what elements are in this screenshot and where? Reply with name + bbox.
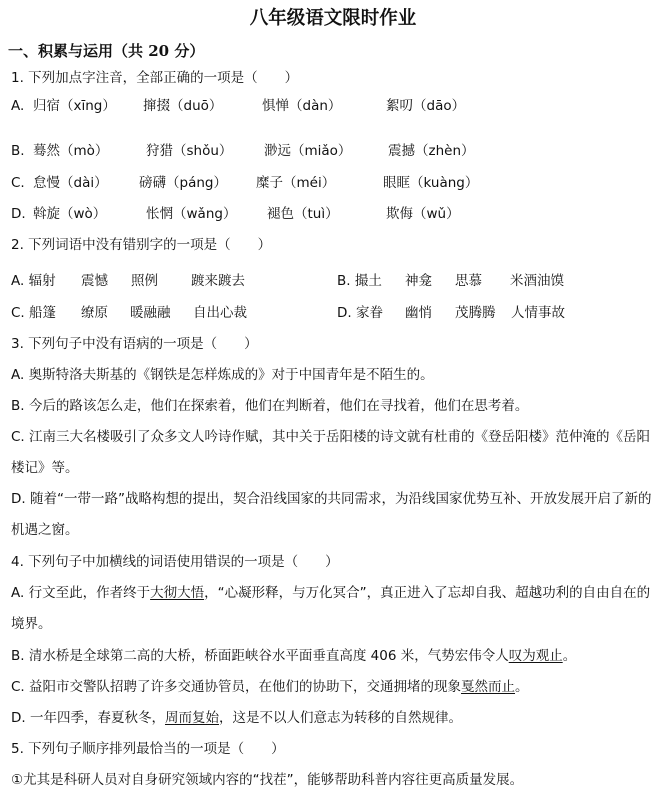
q3-option-d: D. 随着“一带一路”战略构想的提出，契合沿线国家的共同需求，为沿线国家优势互补、开放发展开启了新的机遇之窗。	[11, 491, 652, 538]
q3-option-b: B. 今后的路该怎么走，他们在探索着，他们在判断着，他们在寻找着，他们在思考着。	[11, 398, 529, 414]
q2-word: 神龛	[405, 273, 432, 289]
q2-word: 人情事故	[511, 305, 565, 321]
q2-word: 暖融融	[130, 305, 171, 321]
q4-option-d	[11, 708, 462, 728]
q4-stem: 4. 下列句子中加横线的词语使用错误的一项是（ ）	[11, 554, 339, 570]
q3-stem: 3. 下列句子中没有语病的一项是（ ）	[11, 336, 258, 352]
q1-item: 惧惮（dàn）	[262, 98, 342, 114]
q2-word: 自出心裁	[193, 305, 247, 321]
q2-word: 缭原	[81, 305, 108, 321]
q1-item: 欺侮（wǔ）	[386, 206, 460, 222]
q1-item: 怅惘（wǎng）	[146, 206, 237, 222]
q5-sentence-1: ①尤其是科研人员对自身研究领域内容的“找茬”，能够帮助科普内容往更高质量发展。	[11, 772, 524, 788]
q4-text: C. 益阳市交警队招聘了许多交通协管员，在他们的协助下，交通拥堵的现象	[11, 679, 462, 695]
q4-text: 。	[562, 648, 577, 664]
q3-option-a: A. 奥斯特洛夫斯基的《钢铁是怎样炼成的》对于中国青年是不陌生的。	[11, 367, 434, 383]
q2-word: D. 家眷	[337, 305, 383, 321]
q1-item: 眼眶（kuàng）	[383, 175, 479, 191]
q5-stem: 5. 下列句子顺序排列最恰当的一项是（ ）	[11, 741, 285, 757]
q1-option-label: D.	[11, 206, 26, 222]
q1-stem: 1. 下列加点字注音，全部正确的一项是（ ）	[11, 70, 299, 86]
q2-word: 幽悄	[405, 305, 432, 321]
q2-word: C. 船篷	[11, 305, 57, 321]
q4-text: ，这是不以人们意志为转移的自然规律。	[218, 710, 462, 726]
q1-option-label: C.	[11, 175, 25, 191]
q1-item: 斡旋（wò）	[33, 206, 107, 222]
q2-stem: 2. 下列词语中没有错别字的一项是（ ）	[11, 237, 272, 253]
q4-option-c	[11, 677, 529, 697]
q2-word: A. 辐射	[11, 273, 56, 289]
q1-item: 糜子（méi）	[256, 175, 336, 191]
underlined-term: 戛然而止	[461, 679, 516, 695]
q1-item: 磅礴（páng）	[139, 175, 227, 191]
q2-word: 米酒油馍	[510, 273, 564, 289]
q4-text: 。	[515, 679, 529, 695]
q4-text: B. 清水桥是全球第二高的大桥，桥面距峡谷水平面垂直高度 406 米，气势宏伟令人	[11, 648, 509, 664]
q2-word: 踱来踱去	[191, 273, 245, 289]
q2-word: 思慕	[455, 273, 482, 289]
underlined-term: 叹为观止	[508, 648, 563, 664]
q2-word: 震憾	[81, 273, 108, 289]
q1-option-label: A.	[11, 98, 25, 114]
q4-text: ，“心凝形释，与万化冥合”，真正进入了忘却自我、超越功利的自由自在的境界。	[11, 585, 651, 632]
q1-item: 渺远（miǎo）	[264, 143, 352, 159]
q1-item: 归宿（xīng）	[33, 98, 116, 114]
q2-word: B. 撮土	[337, 273, 382, 289]
underlined-term: 周而复始	[164, 710, 219, 726]
q1-item: 褪色（tuì）	[267, 206, 339, 222]
q1-item: 怠慢（dài）	[33, 175, 108, 191]
q3-option-c: C. 江南三大名楼吸引了众多文人吟诗作赋，其中关于岳阳楼的诗文就有杜甫的《登岳阳楼》范仲淹的《岳阳楼记》等。	[11, 429, 651, 476]
section-heading: 一、积累与运用（共 20 分）	[8, 42, 205, 60]
page-title: 八年级语文限时作业	[249, 8, 417, 29]
q1-item: 狩猎（shǒu）	[146, 143, 233, 159]
q1-item: 絮叨（dāo）	[386, 98, 466, 114]
q4-option-a	[11, 578, 659, 640]
q1-item: 震撼（zhèn）	[388, 143, 475, 159]
q2-word: 照例	[131, 273, 158, 289]
q1-option-label: B.	[11, 143, 25, 159]
q1-item: 蓦然（mò）	[33, 143, 109, 159]
q4-text: A. 行文至此，作者终于	[11, 585, 151, 601]
q2-word: 茂腾腾	[455, 305, 496, 321]
underlined-term: 大彻大悟	[150, 585, 205, 601]
q1-item: 撺掇（duō）	[143, 98, 223, 114]
q4-text: D. 一年四季，春夏秋冬，	[11, 710, 165, 726]
q4-option-b	[11, 646, 576, 666]
